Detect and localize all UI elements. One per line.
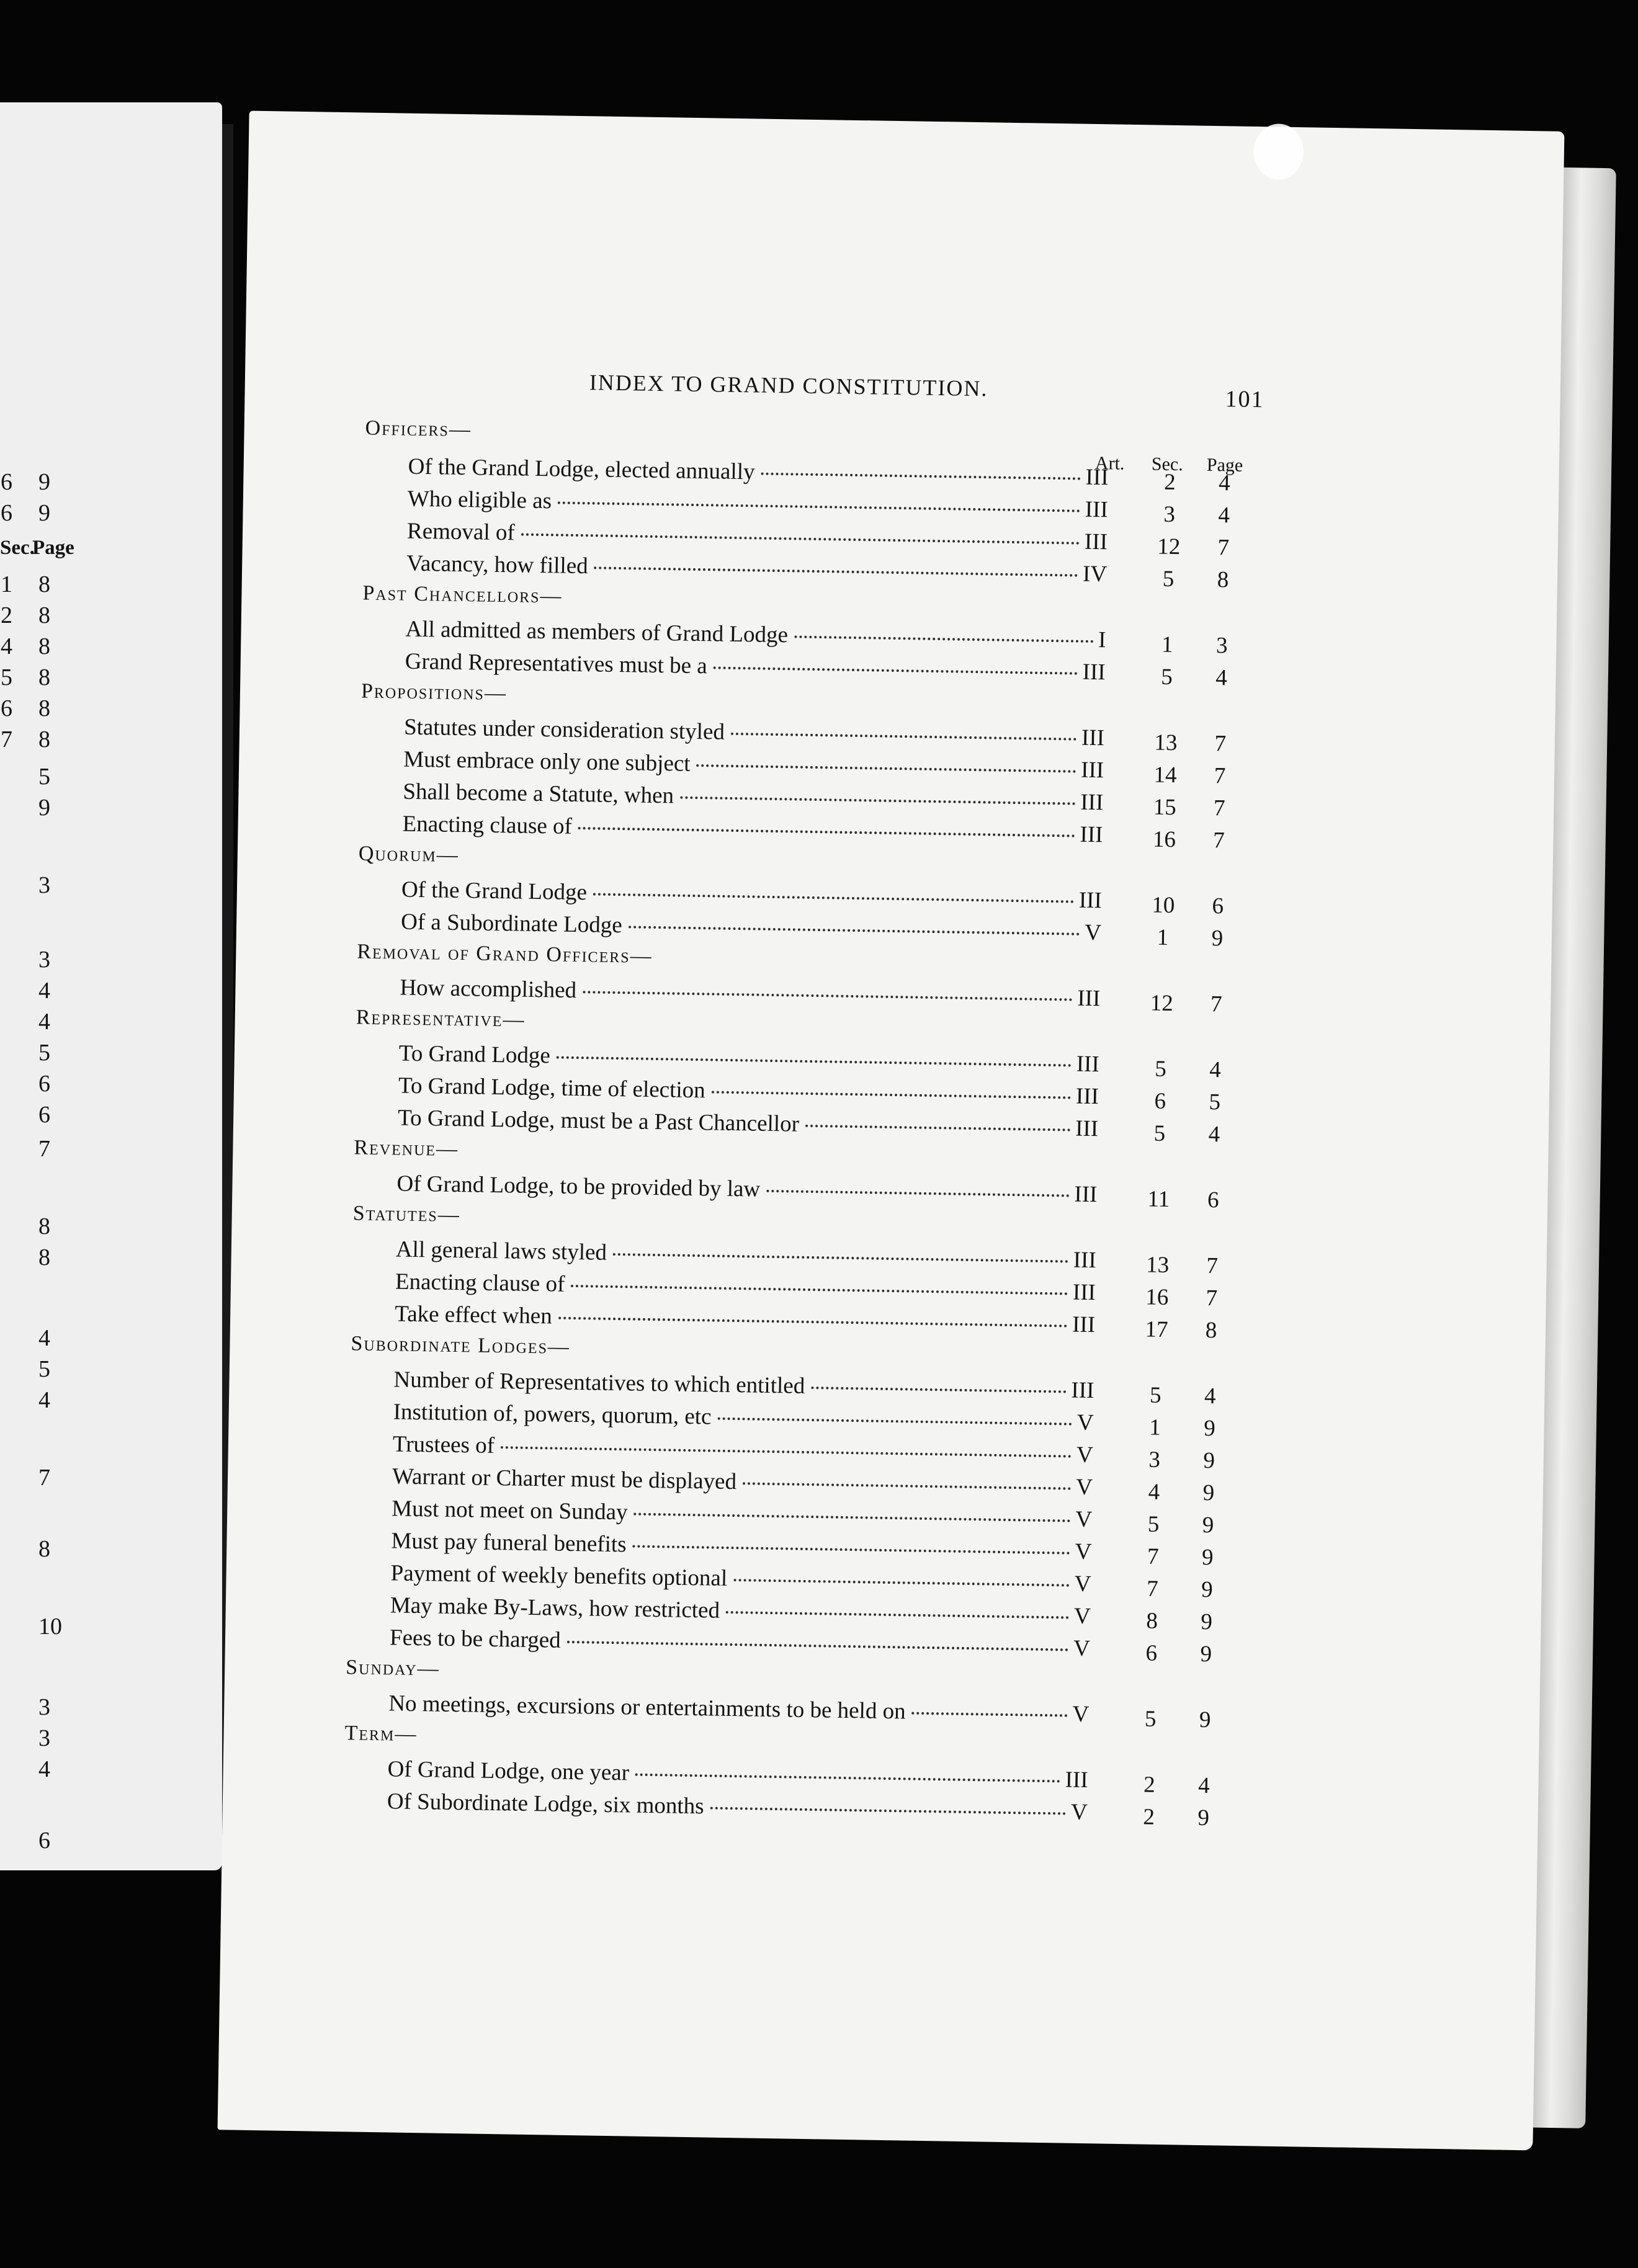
- page-number: 101: [1225, 386, 1264, 413]
- entry-section: 15: [1153, 794, 1177, 821]
- entry-section: 8: [1146, 1608, 1158, 1634]
- left-row-sec: 7: [1, 726, 12, 752]
- left-row-sec: 6: [1, 695, 12, 721]
- dot-leader: [743, 1482, 1071, 1489]
- left-page-header: Page: [32, 537, 74, 559]
- dot-leader: [558, 1317, 1067, 1328]
- entry-section: 16: [1145, 1284, 1169, 1311]
- entry-section: 5: [1147, 1511, 1160, 1537]
- entry-page: 9: [1201, 1609, 1213, 1635]
- entry-section: 5: [1162, 566, 1175, 592]
- entry-page: 9: [1202, 1512, 1214, 1538]
- dot-leader: [696, 764, 1076, 773]
- entry-text: Grand Representatives must be a: [405, 648, 708, 679]
- left-row-sec: 1: [1, 571, 12, 597]
- entry-section: 16: [1152, 826, 1176, 853]
- entry-article: III: [1072, 1279, 1096, 1306]
- left-row-page: 3: [38, 872, 50, 898]
- left-row-page: 3: [38, 947, 50, 973]
- entry-page: 9: [1200, 1641, 1212, 1668]
- left-row-page: 8: [38, 664, 50, 690]
- entry-article: III: [1075, 1115, 1099, 1142]
- entry-section: 6: [1154, 1088, 1166, 1114]
- entry-page: 9: [1197, 1805, 1210, 1831]
- entry-section: 1: [1148, 1414, 1161, 1440]
- entry-section: 5: [1149, 1382, 1161, 1408]
- entry-page: 9: [1202, 1480, 1215, 1506]
- entry-text: To Grand Lodge, must be a Past Chancellor: [397, 1105, 800, 1137]
- entry-section: 13: [1145, 1252, 1170, 1279]
- section-heading: Subordinate Lodges—: [351, 1332, 571, 1359]
- left-row-page: 3: [38, 1694, 50, 1720]
- entry-page: 9: [1211, 926, 1224, 952]
- entry-section: 17: [1145, 1316, 1168, 1343]
- entry-text: Of Grand Lodge, to be provided by law: [396, 1171, 761, 1202]
- entry-article: III: [1072, 1311, 1096, 1338]
- entry-text: To Grand Lodge, time of election: [398, 1073, 706, 1104]
- left-row-page: 9: [38, 500, 50, 526]
- entry-article: III: [1080, 757, 1104, 784]
- dot-leader: [613, 1253, 1068, 1263]
- left-row-page: 3: [38, 1725, 50, 1751]
- entry-text: To Grand Lodge: [398, 1040, 551, 1069]
- entry-article: IV: [1082, 561, 1108, 587]
- dot-leader: [766, 1190, 1069, 1197]
- entry-text: May make By-Laws, how restricted: [390, 1592, 720, 1623]
- entry-text: Of Subordinate Lodge, six months: [387, 1788, 704, 1819]
- entry-page: 7: [1210, 991, 1222, 1017]
- entry-text: Trustees of: [392, 1431, 495, 1459]
- sec-column-header: Sec.: [1151, 453, 1184, 475]
- page-column-header: Page: [1206, 454, 1243, 476]
- left-row-page: 5: [38, 1040, 50, 1066]
- index-entry: [388, 1690, 1227, 1734]
- entry-page: 4: [1218, 502, 1230, 529]
- dot-leader: [578, 827, 1075, 837]
- entry-page: 7: [1206, 1253, 1219, 1279]
- section-heading: Removal of Grand Officers—: [357, 940, 653, 968]
- entry-page: 4: [1208, 1122, 1220, 1148]
- entry-article: V: [1072, 1701, 1090, 1728]
- entry-page: 4: [1209, 1057, 1222, 1083]
- entry-text: Removal of: [406, 518, 516, 546]
- entry-text: Enacting clause of: [395, 1269, 565, 1297]
- entry-article: III: [1080, 789, 1104, 816]
- entry-section: 11: [1147, 1186, 1170, 1213]
- dot-leader: [726, 1611, 1069, 1619]
- entry-text: Who eligible as: [407, 486, 552, 514]
- left-row-page: 6: [38, 1102, 50, 1128]
- dot-leader: [571, 1285, 1068, 1295]
- left-row-page: 6: [38, 1071, 50, 1097]
- entry-section: 12: [1150, 990, 1174, 1017]
- entry-section: 10: [1151, 892, 1175, 919]
- dot-leader: [794, 635, 1093, 643]
- entry-section: 2: [1143, 1804, 1155, 1830]
- dot-leader: [629, 926, 1080, 935]
- entry-text: Must not meet on Sunday: [392, 1496, 628, 1525]
- entry-page: 4: [1215, 665, 1228, 691]
- entry-section: 1: [1161, 632, 1173, 658]
- dot-leader: [632, 1545, 1070, 1555]
- left-row-page: 4: [38, 978, 50, 1004]
- entry-page: 9: [1201, 1544, 1214, 1571]
- left-row-page: 8: [38, 602, 50, 628]
- entry-article: III: [1085, 464, 1109, 491]
- left-row-page: 8: [38, 1213, 50, 1239]
- entry-text: Take effect when: [394, 1301, 553, 1329]
- left-row-sec: 6: [1, 469, 12, 495]
- entry-section: 7: [1147, 1543, 1159, 1569]
- dot-leader: [594, 566, 1078, 576]
- entry-page: 7: [1214, 731, 1227, 757]
- section-heading: Propositions—: [360, 679, 508, 705]
- section-heading: Quorum—: [358, 842, 460, 867]
- entry-page: 3: [1215, 633, 1228, 659]
- dot-leader: [567, 1641, 1068, 1651]
- left-row-page: 8: [38, 695, 50, 721]
- left-row-page: 8: [38, 726, 50, 752]
- entry-article: V: [1074, 1571, 1091, 1597]
- dot-leader: [718, 1418, 1072, 1426]
- dot-leader: [811, 1386, 1066, 1393]
- entry-article: III: [1078, 887, 1103, 914]
- left-row-page: 9: [38, 469, 50, 495]
- section-heading: Sunday—: [346, 1656, 440, 1681]
- entry-text: Fees to be charged: [389, 1625, 562, 1653]
- entry-page: 5: [1209, 1089, 1221, 1115]
- left-row-page: 4: [38, 1009, 50, 1035]
- entry-article: III: [1082, 659, 1106, 685]
- index-content: [218, 111, 1565, 2151]
- entry-article: V: [1076, 1409, 1094, 1436]
- entry-text: Of the Grand Lodge: [401, 877, 588, 906]
- dot-leader: [558, 501, 1080, 512]
- left-row-page: 6: [38, 1828, 50, 1854]
- entry-text: Statutes under consideration styled: [403, 714, 725, 745]
- entry-text: Number of Representatives to which entitled: [393, 1367, 805, 1399]
- entry-section: 5: [1160, 664, 1173, 690]
- entry-text: Enacting clause of: [402, 811, 573, 839]
- left-row-sec: 2: [1, 602, 12, 628]
- left-row-page: 4: [38, 1756, 50, 1782]
- entry-page: 6: [1212, 893, 1224, 919]
- entry-page: 4: [1204, 1383, 1216, 1409]
- entry-text: Must pay funeral benefits: [391, 1528, 627, 1558]
- entry-text: Payment of weekly benefits optional: [390, 1560, 728, 1591]
- entry-article: V: [1070, 1799, 1088, 1826]
- entry-section: 3: [1148, 1447, 1161, 1473]
- entry-page: 4: [1197, 1772, 1211, 1799]
- entry-section: 12: [1157, 534, 1181, 560]
- left-row-page: 4: [38, 1325, 50, 1351]
- entry-text: Of a Subordinate Lodge: [400, 909, 623, 939]
- entry-page: 6: [1207, 1187, 1219, 1213]
- entry-text: Of the Grand Lodge, elected annually: [408, 453, 755, 485]
- entry-article: III: [1076, 1051, 1100, 1078]
- entry-page: 7: [1206, 1285, 1218, 1311]
- left-row-sec: 4: [1, 633, 12, 659]
- entry-section: 4: [1148, 1479, 1160, 1505]
- entry-section: 2: [1163, 469, 1176, 496]
- left-sec-header: Sec.: [0, 537, 35, 559]
- entry-page: 9: [1203, 1415, 1216, 1442]
- dot-leader: [734, 1579, 1070, 1586]
- entry-text: No meetings, excursions or entertainments to be held on: [388, 1690, 906, 1725]
- index-entry: [396, 1171, 1235, 1215]
- entry-page: 8: [1217, 567, 1229, 593]
- entry-text: Warrant or Charter must be displayed: [392, 1463, 737, 1495]
- left-row-page: 5: [38, 1356, 50, 1382]
- left-row-page: 7: [38, 1136, 50, 1162]
- entry-article: III: [1073, 1247, 1097, 1274]
- dot-leader: [712, 1091, 1071, 1099]
- entry-article: III: [1071, 1377, 1094, 1404]
- entry-section: 7: [1146, 1576, 1159, 1602]
- entry-page: 9: [1201, 1576, 1214, 1603]
- dot-leader: [521, 534, 1080, 545]
- page-title: INDEX TO GRAND CONSTITUTION.: [589, 370, 988, 401]
- entry-article: III: [1065, 1767, 1088, 1793]
- entry-section: 13: [1154, 730, 1178, 756]
- entry-page: 9: [1199, 1707, 1211, 1733]
- dot-leader: [583, 991, 1072, 1001]
- section-heading: Term—: [344, 1721, 418, 1746]
- dot-leader: [593, 893, 1074, 903]
- entry-text: Of Grand Lodge, one year: [387, 1756, 630, 1786]
- left-row-page: 8: [38, 571, 50, 597]
- left-row-sec: 5: [1, 664, 12, 690]
- entry-page: 7: [1214, 763, 1226, 789]
- entry-text: All admitted as members of Grand Lodge: [405, 616, 789, 648]
- dot-leader: [710, 1807, 1066, 1815]
- entry-section: 3: [1163, 501, 1176, 528]
- entry-text: Must embrace only one subject: [403, 746, 691, 777]
- section-heading: Statutes—: [352, 1202, 461, 1227]
- dot-leader: [714, 666, 1078, 674]
- section-heading: Past Chancellors—: [362, 581, 563, 608]
- left-row-page: 5: [38, 764, 50, 790]
- entry-article: III: [1084, 529, 1108, 555]
- entry-section: 6: [1145, 1640, 1158, 1666]
- entry-section: 5: [1153, 1120, 1166, 1146]
- left-row-page: 9: [38, 795, 50, 821]
- entry-page: 8: [1205, 1318, 1217, 1344]
- section-heading: Revenue—: [354, 1136, 459, 1161]
- entry-article: III: [1081, 725, 1105, 751]
- entry-article: V: [1073, 1603, 1091, 1630]
- entry-section: 14: [1153, 762, 1177, 788]
- dot-leader: [680, 797, 1075, 805]
- entry-text: Vacancy, how filled: [406, 550, 589, 579]
- entry-section: 5: [1144, 1706, 1157, 1732]
- left-row-page: 8: [38, 1244, 50, 1270]
- dot-leader: [761, 473, 1081, 480]
- index-entry: [400, 975, 1238, 1019]
- entry-text: All general laws styled: [395, 1236, 607, 1266]
- entry-text: How accomplished: [400, 975, 577, 1004]
- entry-page: 7: [1217, 535, 1230, 561]
- entry-page: 4: [1218, 470, 1231, 496]
- dot-leader: [731, 733, 1076, 741]
- entry-text: Shall become a Statute, when: [403, 779, 674, 809]
- left-row-page: 10: [38, 1614, 62, 1640]
- left-page: [0, 102, 222, 1870]
- dot-leader: [557, 1056, 1072, 1067]
- section-heading: Representative—: [356, 1006, 526, 1032]
- entry-page: 7: [1213, 795, 1225, 821]
- entry-page: 9: [1203, 1447, 1215, 1474]
- entry-text: Institution of, powers, quorum, etc: [393, 1399, 712, 1430]
- entry-article: III: [1077, 985, 1101, 1012]
- entry-article: III: [1075, 1083, 1099, 1110]
- entry-section: 1: [1157, 924, 1169, 950]
- dot-leader: [501, 1446, 1072, 1457]
- entry-article: III: [1074, 1181, 1098, 1208]
- entry-article: III: [1080, 821, 1103, 848]
- entry-page: 7: [1212, 828, 1225, 854]
- dot-leader: [633, 1513, 1070, 1522]
- left-row-page: 8: [38, 1536, 50, 1562]
- art-column-header: Art.: [1094, 453, 1125, 474]
- entry-section: 2: [1143, 1772, 1156, 1798]
- dot-leader: [635, 1774, 1060, 1783]
- entry-article: V: [1075, 1506, 1093, 1533]
- entry-article: V: [1084, 919, 1102, 946]
- section-heading: Officers—: [365, 416, 472, 442]
- entry-article: V: [1075, 1538, 1092, 1565]
- left-row-page: 7: [38, 1465, 50, 1491]
- entry-article: I: [1098, 627, 1106, 653]
- left-row-page: 8: [38, 633, 50, 659]
- entry-article: III: [1085, 496, 1109, 523]
- entry-section: 5: [1155, 1056, 1167, 1082]
- left-row-sec: 6: [1, 500, 12, 526]
- index-page: [218, 111, 1565, 2151]
- left-row-page: 4: [38, 1387, 50, 1413]
- dot-leader: [805, 1125, 1070, 1132]
- entry-article: V: [1073, 1635, 1091, 1662]
- entry-article: V: [1076, 1442, 1094, 1468]
- entry-article: V: [1075, 1474, 1093, 1501]
